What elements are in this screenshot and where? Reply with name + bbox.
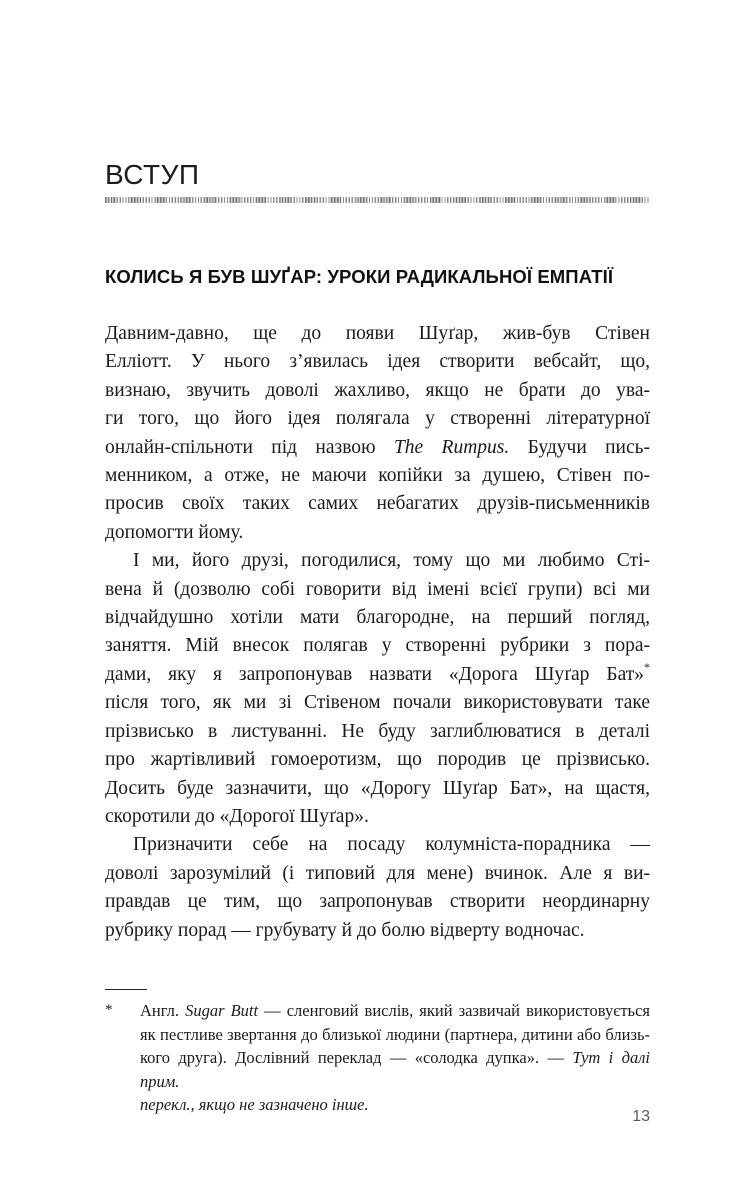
body-line: скоротили до «Дорогої Шуґар». xyxy=(105,805,369,827)
text-run: Англ. xyxy=(140,1001,186,1020)
body-line: Призначити себе на посаду колумніста-порадника — xyxy=(133,834,650,856)
footnote-line xyxy=(140,1046,650,1093)
body-line: після того, як ми зі Стівеном почали використовувати таке xyxy=(105,692,650,714)
body-line xyxy=(105,661,650,689)
text-run: Будучи пись- xyxy=(509,436,651,458)
body-line: вена й (дозволю собі говорити від імені всієї групи) всі ми xyxy=(105,578,650,600)
text-run: онлайн-спільноти під назвою xyxy=(105,436,394,458)
paragraph-2 xyxy=(105,547,650,831)
footnote-text xyxy=(140,999,650,1117)
body-line: правдав це тим, що запропонував створити неординарну xyxy=(105,891,650,913)
chapter-kicker: ВСТУП xyxy=(105,159,200,190)
footnote-rule xyxy=(105,989,147,990)
italic-run: Тут і далі прим. xyxy=(140,1048,650,1091)
body-line: допомогти йому. xyxy=(105,521,244,543)
body-line: відчайдушно хотіли мати благородне, на перший погляд, xyxy=(105,607,650,629)
body-line xyxy=(105,434,650,462)
body-line: заняття. Мій внесок полягав у створенні рубрики з пора- xyxy=(105,635,650,657)
body-line: про жартівливий гомоеротизм, що породив це прізвисько. xyxy=(105,749,650,771)
page-number: 13 xyxy=(632,1108,650,1125)
paragraph-1 xyxy=(105,320,650,547)
paragraph-3 xyxy=(105,831,650,945)
body-line: менником, а отже, не маючи копійки за душею, Стівен по- xyxy=(105,465,650,487)
body-line: Елліотт. У нього з’явилась ідея створити вебсайт, що, xyxy=(105,351,650,373)
body-line: рубрику порад — грубувату й до болю відверту водночас. xyxy=(105,919,585,941)
body-line: ги того, що його ідея полягала у створенні літературної xyxy=(105,408,650,430)
text-run: кого друга). Дослівний переклад — «солодка дупка». — xyxy=(140,1048,573,1067)
footnote-line xyxy=(140,999,650,1023)
footnote-marker: * xyxy=(105,1002,113,1018)
body-line: Досить буде зазначити, що «Дорогу Шуґар Бат», на щастя, xyxy=(105,777,650,799)
body-line: доволі зарозумілий (і типовий для мене) вчинок. Але я ви- xyxy=(105,862,650,884)
footnote-reference-asterisk: * xyxy=(644,660,650,675)
body-line: Давним-давно, ще до появи Шуґар, жив-був Стівен xyxy=(105,323,650,344)
dotted-rule xyxy=(105,197,650,203)
italic-run: Sugar Butt xyxy=(185,1001,259,1020)
footnote-line: як пестливе звертання до близької людини (партнера, дитини або близь- xyxy=(140,1024,650,1044)
body-text xyxy=(105,320,650,945)
text-run: — сленговий вислів, який зазвичай використовується xyxy=(258,1001,650,1020)
body-line: просив своїх таких самих небагатих друзів-письменників xyxy=(105,493,650,515)
body-line: прізвисько в листуванні. Не буду заглиблюватися в деталі xyxy=(105,720,650,742)
footnote xyxy=(105,999,650,1117)
section-heading: КОЛИСЬ Я БУВ ШУҐАР: УРОКИ РАДИКАЛЬНОЇ ЕМПАТІЇ xyxy=(105,266,614,287)
body-line: визнаю, звучить доволі жахливо, якщо не брати до ува- xyxy=(105,379,650,401)
italic-run: перекл., якщо не зазначено інше. xyxy=(140,1095,369,1114)
body-line: І ми, його друзі, погодилися, тому що ми любимо Сті- xyxy=(133,550,650,572)
text-run: дами, яку я запропонував назвати «Дорога Шуґар Бат» xyxy=(105,663,644,685)
italic-run: The Rumpus. xyxy=(393,436,510,458)
